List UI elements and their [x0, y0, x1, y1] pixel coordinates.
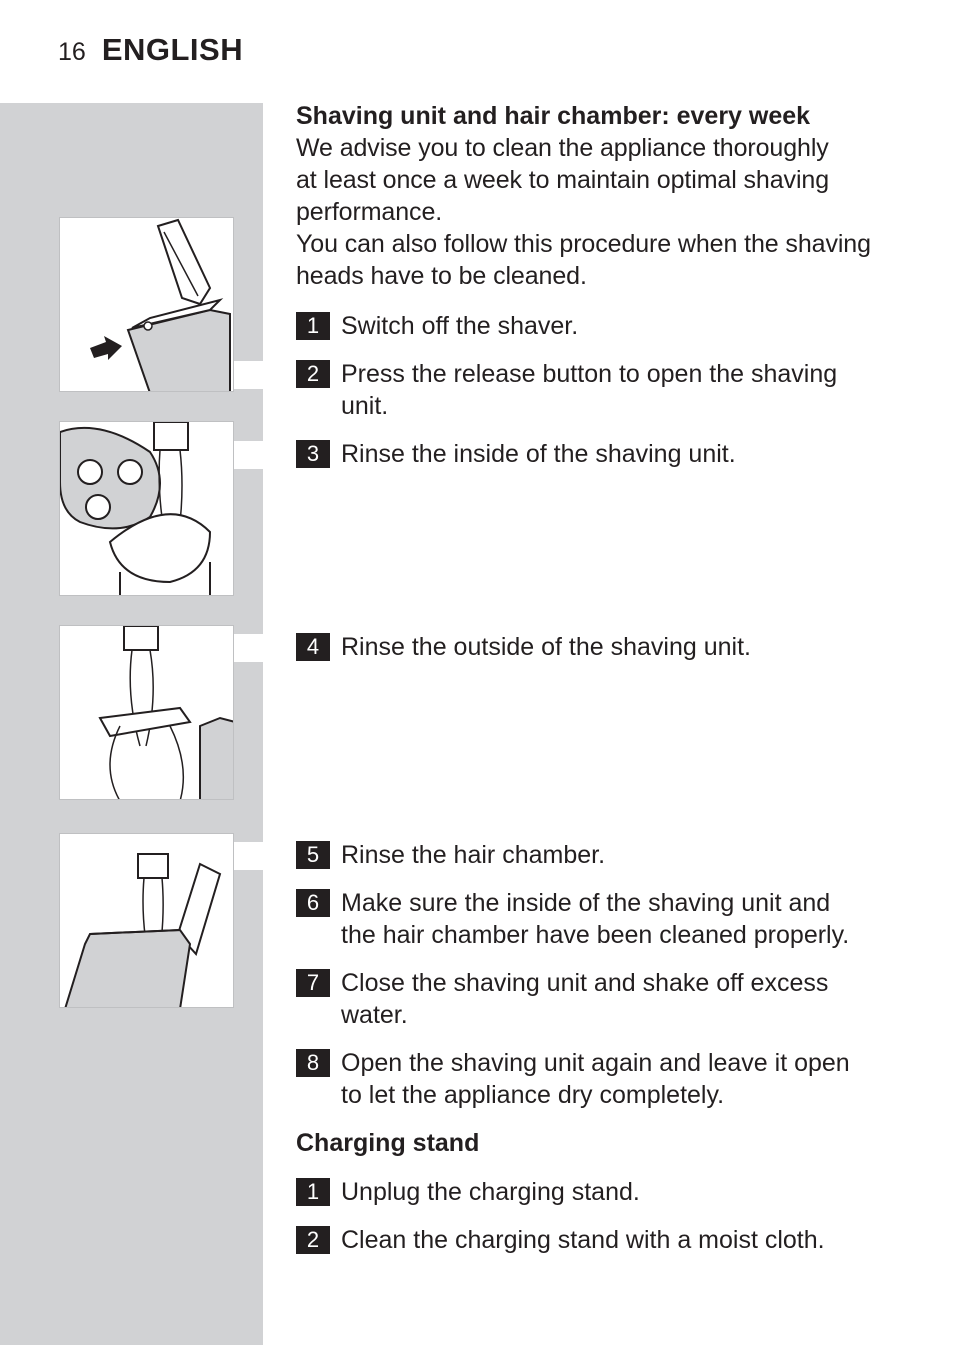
step-text: water.	[341, 1001, 408, 1029]
step-item	[296, 631, 896, 663]
section-title: Shaving unit and hair chamber: every week	[296, 102, 811, 130]
step-number-badge: 5	[296, 841, 330, 869]
page-number: 16	[58, 38, 86, 66]
intro-line: You can also follow this procedure when the shaving	[296, 230, 871, 258]
step-item	[296, 358, 896, 422]
rinse-inside-unit-illustration	[60, 422, 234, 596]
step-text: Rinse the outside of the shaving unit.	[341, 633, 751, 661]
figure-rinse-outside	[59, 625, 234, 800]
step-text: Make sure the inside of the shaving unit and	[341, 889, 831, 917]
charging-stand-section	[296, 1127, 479, 1159]
step-item	[296, 839, 896, 871]
step-text: Close the shaving unit and shake off excess	[341, 969, 829, 997]
step-number-badge: 2	[296, 1226, 330, 1254]
language-heading: ENGLISH	[101, 32, 244, 67]
pointer-arrow	[234, 441, 264, 469]
section-title: Charging stand	[296, 1129, 480, 1157]
intro-line: heads have to be cleaned.	[296, 262, 587, 290]
step-number-badge: 8	[296, 1049, 330, 1077]
pointer-arrow	[234, 361, 264, 389]
pointer-arrow	[234, 634, 264, 662]
section-intro	[296, 100, 916, 292]
shaver-release-button-illustration	[60, 218, 234, 392]
step-text: Unplug the charging stand.	[341, 1178, 640, 1206]
page-header	[58, 32, 243, 76]
pointer-arrow	[234, 842, 264, 870]
step-text: Switch off the shaver.	[341, 312, 579, 340]
step-text: unit.	[341, 392, 389, 420]
step-number-badge: 4	[296, 633, 330, 661]
step-number-badge: 1	[296, 1178, 330, 1206]
rinse-outside-unit-illustration	[60, 626, 234, 800]
intro-line: performance.	[296, 198, 443, 226]
step-item	[296, 1224, 896, 1256]
step-item	[296, 967, 896, 1031]
step-item	[296, 310, 896, 342]
step-text: the hair chamber have been cleaned properly.	[341, 921, 850, 949]
rinse-hair-chamber-illustration	[60, 834, 234, 1008]
intro-line: We advise you to clean the appliance thoroughly	[296, 134, 829, 162]
figure-rinse-inside	[59, 421, 234, 596]
step-number-badge: 3	[296, 440, 330, 468]
figure-rinse-hair-chamber	[59, 833, 234, 1008]
step-text: Clean the charging stand with a moist cloth.	[341, 1226, 825, 1254]
step-item	[296, 887, 896, 951]
step-item	[296, 1176, 896, 1208]
step-text: Press the release button to open the shaving	[341, 360, 838, 388]
step-item	[296, 1047, 896, 1111]
step-number-badge: 6	[296, 889, 330, 917]
step-text: Rinse the inside of the shaving unit.	[341, 440, 736, 468]
step-number-badge: 1	[296, 312, 330, 340]
step-number-badge: 7	[296, 969, 330, 997]
step-text: Open the shaving unit again and leave it open	[341, 1049, 850, 1077]
step-item	[296, 438, 896, 470]
figure-release-button	[59, 217, 234, 392]
intro-line: at least once a week to maintain optimal shaving	[296, 166, 830, 194]
step-text: Rinse the hair chamber.	[341, 841, 606, 869]
step-text: to let the appliance dry completely.	[341, 1081, 725, 1109]
step-number-badge: 2	[296, 360, 330, 388]
